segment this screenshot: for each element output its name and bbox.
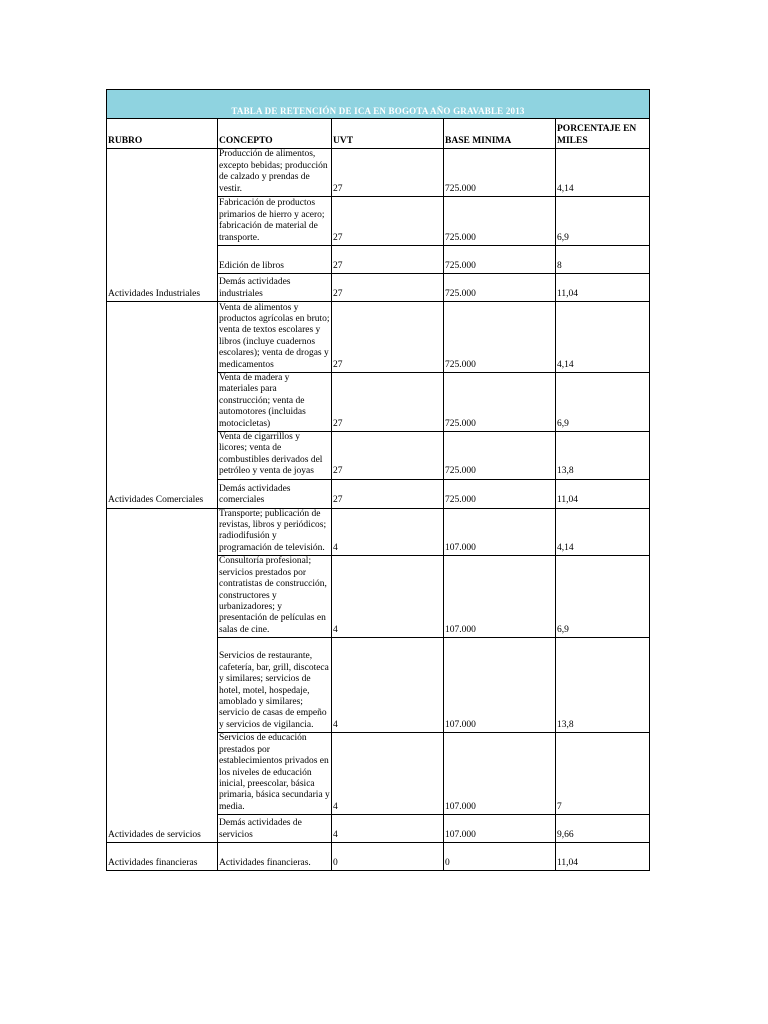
concepto-cell: Demás actividades industriales bbox=[218, 274, 332, 302]
table-row bbox=[107, 733, 650, 815]
table-row bbox=[107, 432, 650, 480]
porcentaje-cell: 4,14 bbox=[556, 302, 650, 373]
rubro-cell: Actividades Industriales bbox=[107, 274, 218, 302]
uvt-cell: 27 bbox=[332, 302, 444, 373]
rubro-cell bbox=[107, 197, 218, 246]
table-row bbox=[107, 274, 650, 302]
base-cell: 725.000 bbox=[444, 302, 556, 373]
porcentaje-cell: 13,8 bbox=[556, 432, 650, 480]
table-row bbox=[107, 373, 650, 432]
table-row bbox=[107, 638, 650, 733]
concepto-cell: Consultoría profesional; servicios prestados por contratistas de construcción, constructores y urbanizadores; y presentación de películas en salas de cine. bbox=[218, 556, 332, 638]
base-cell: 107.000 bbox=[444, 733, 556, 815]
header-uvt: UVT bbox=[332, 119, 444, 149]
concepto-cell: Demás actividades de servicios bbox=[218, 815, 332, 843]
porcentaje-cell: 13,8 bbox=[556, 638, 650, 733]
table-title: TABLA DE RETENCIÓN DE ICA EN BOGOTA AÑO GRAVABLE 2013 bbox=[107, 90, 650, 119]
header-concepto: CONCEPTO bbox=[218, 119, 332, 149]
uvt-cell: 27 bbox=[332, 274, 444, 302]
rubro-cell: Actividades Comerciales bbox=[107, 479, 218, 508]
table-row bbox=[107, 556, 650, 638]
uvt-cell: 4 bbox=[332, 733, 444, 815]
base-cell: 725.000 bbox=[444, 274, 556, 302]
porcentaje-cell: 7 bbox=[556, 733, 650, 815]
rubro-cell bbox=[107, 733, 218, 815]
base-cell: 725.000 bbox=[444, 197, 556, 246]
porcentaje-cell: 6,9 bbox=[556, 373, 650, 432]
porcentaje-cell: 11,04 bbox=[556, 843, 650, 871]
concepto-cell: Edición de libros bbox=[218, 246, 332, 274]
porcentaje-cell: 6,9 bbox=[556, 197, 650, 246]
rubro-cell: Actividades financieras bbox=[107, 843, 218, 871]
header-porcentaje: PORCENTAJE EN MILES bbox=[556, 119, 650, 149]
table-row bbox=[107, 815, 650, 843]
rubro-cell bbox=[107, 373, 218, 432]
porcentaje-cell: 9,66 bbox=[556, 815, 650, 843]
table-row bbox=[107, 843, 650, 871]
uvt-cell: 27 bbox=[332, 246, 444, 274]
base-cell: 0 bbox=[444, 843, 556, 871]
porcentaje-cell: 6,9 bbox=[556, 556, 650, 638]
header-rubro: RUBRO bbox=[107, 119, 218, 149]
uvt-cell: 0 bbox=[332, 843, 444, 871]
base-cell: 725.000 bbox=[444, 149, 556, 197]
table-row bbox=[107, 197, 650, 246]
porcentaje-cell: 8 bbox=[556, 246, 650, 274]
base-cell: 107.000 bbox=[444, 815, 556, 843]
header-row bbox=[107, 119, 650, 149]
uvt-cell: 27 bbox=[332, 479, 444, 508]
concepto-cell: Transporte; publicación de revistas, libros y periódicos; radiodifusión y programación de televisión. bbox=[218, 508, 332, 556]
base-cell: 107.000 bbox=[444, 508, 556, 556]
uvt-cell: 27 bbox=[332, 432, 444, 480]
header-base-minima: BASE MINIMA bbox=[444, 119, 556, 149]
table-row bbox=[107, 302, 650, 373]
porcentaje-cell: 4,14 bbox=[556, 149, 650, 197]
concepto-cell: Venta de alimentos y productos agrícolas en bruto; venta de textos escolares y libros (incluye cuadernos escolares); venta de drogas y medicamentos bbox=[218, 302, 332, 373]
base-cell: 725.000 bbox=[444, 479, 556, 508]
rubro-cell bbox=[107, 638, 218, 733]
table-row bbox=[107, 479, 650, 508]
base-cell: 107.000 bbox=[444, 638, 556, 733]
concepto-cell: Servicios de educación prestados por establecimientos privados en los niveles de educación inicial, preescolar, básica primaria, básica secundaria y media. bbox=[218, 733, 332, 815]
rubro-cell bbox=[107, 432, 218, 480]
uvt-cell: 4 bbox=[332, 556, 444, 638]
rubro-cell bbox=[107, 556, 218, 638]
concepto-cell: Fabricación de productos primarios de hierro y acero; fabricación de material de transporte. bbox=[218, 197, 332, 246]
porcentaje-cell: 4,14 bbox=[556, 508, 650, 556]
uvt-cell: 27 bbox=[332, 149, 444, 197]
uvt-cell: 4 bbox=[332, 815, 444, 843]
base-cell: 107.000 bbox=[444, 556, 556, 638]
table-row bbox=[107, 508, 650, 556]
rubro-cell: Actividades de servicios bbox=[107, 815, 218, 843]
rubro-cell bbox=[107, 149, 218, 197]
base-cell: 725.000 bbox=[444, 432, 556, 480]
rubro-cell bbox=[107, 246, 218, 274]
base-cell: 725.000 bbox=[444, 373, 556, 432]
concepto-cell: Actividades financieras. bbox=[218, 843, 332, 871]
table-row bbox=[107, 246, 650, 274]
porcentaje-cell: 11,04 bbox=[556, 479, 650, 508]
porcentaje-cell: 11,04 bbox=[556, 274, 650, 302]
uvt-cell: 4 bbox=[332, 508, 444, 556]
concepto-cell: Demás actividades comerciales bbox=[218, 479, 332, 508]
rubro-cell bbox=[107, 302, 218, 373]
base-cell: 725.000 bbox=[444, 246, 556, 274]
uvt-cell: 27 bbox=[332, 373, 444, 432]
concepto-cell: Servicios de restaurante, cafetería, bar, grill, discoteca y similares; servicios de hotel, motel, hospedaje, amoblado y similares; servicio de casas de empeño y servicios de vigilancia. bbox=[218, 638, 332, 733]
uvt-cell: 4 bbox=[332, 638, 444, 733]
concepto-cell: Venta de cigarrillos y licores; venta de combustibles derivados del petróleo y venta de joyas bbox=[218, 432, 332, 480]
uvt-cell: 27 bbox=[332, 197, 444, 246]
table-row bbox=[107, 149, 650, 197]
concepto-cell: Producción de alimentos, excepto bebidas; producción de calzado y prendas de vestir. bbox=[218, 149, 332, 197]
concepto-cell: Venta de madera y materiales para construcción; venta de automotores (incluidas motocicletas) bbox=[218, 373, 332, 432]
ica-retention-table bbox=[106, 89, 650, 871]
title-row bbox=[107, 90, 650, 119]
rubro-cell bbox=[107, 508, 218, 556]
